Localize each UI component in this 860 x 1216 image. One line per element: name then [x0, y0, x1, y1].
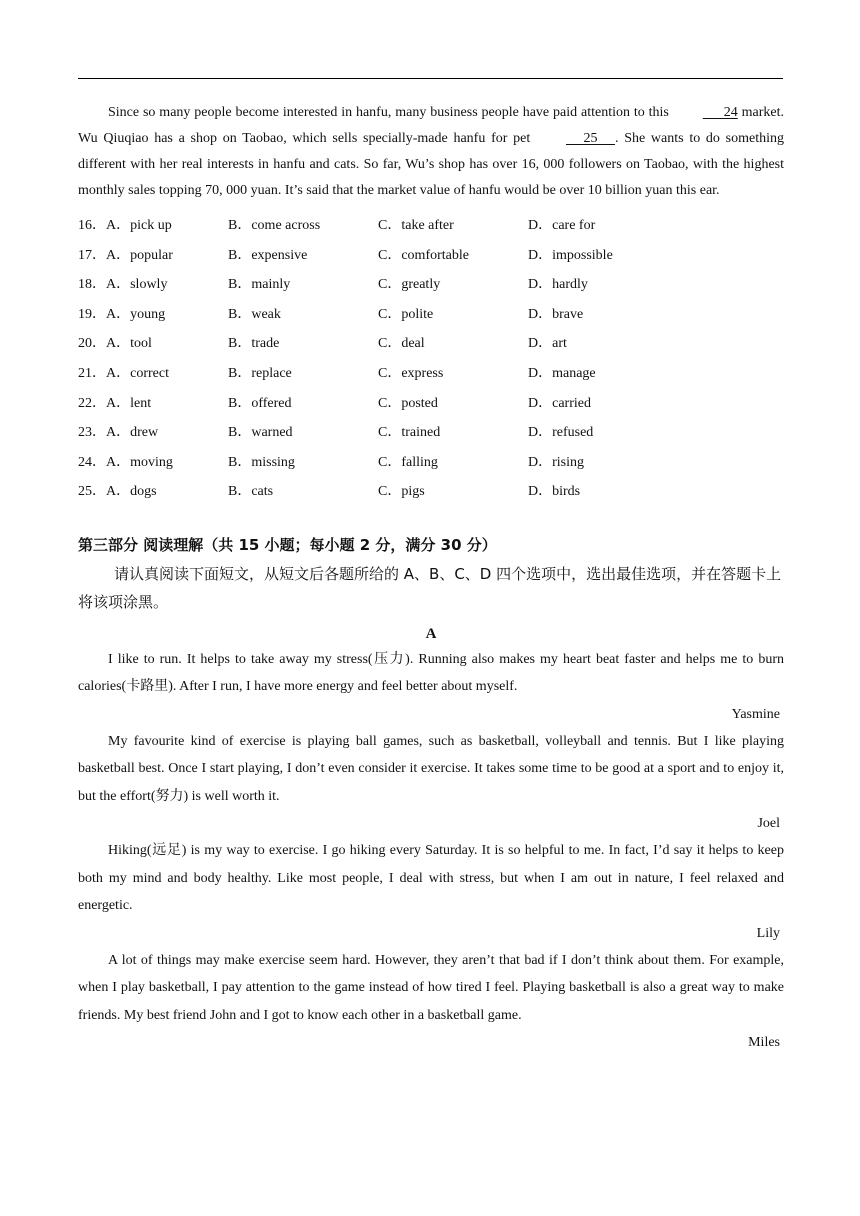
option-c: C．express — [378, 365, 444, 381]
option-d: D．refused — [528, 425, 594, 441]
option-b: B．come across — [228, 218, 321, 233]
question-row — [78, 297, 784, 327]
option-c: C．comfortable — [378, 247, 469, 263]
blank-24: 24 — [702, 105, 738, 120]
option-a: A．moving — [106, 454, 173, 470]
option-b: B．weak — [228, 306, 281, 322]
reading-paragraph: I like to run. It helps to take away my stress(压力). Running also makes my heart beat faster and helps me to burn calories(卡路里). After I run, I have more energy and feel better about myself. — [78, 651, 784, 695]
question-number: 20． — [78, 336, 106, 352]
option-d: D．impossible — [528, 247, 613, 263]
passage-label: A — [425, 625, 437, 642]
option-a: A．young — [106, 306, 166, 322]
passage-text: . She wants to do something different with her real interests in hanfu and cats. So far, Wu’s shop has over 16, 000 followers on Taobao, with the highest monthly sales topping 70, 000 yuan. It’s said that the market value of hanfu would be over 10 billion yuan this ear. — [78, 131, 784, 198]
option-b: B．expensive — [228, 247, 308, 263]
option-c: C．polite — [378, 306, 434, 322]
question-number: 22． — [78, 395, 106, 411]
author-name: Joel — [757, 816, 780, 832]
section-title: 第三部分 阅读理解（共 15 小题；每小题 2 分，满分 30 分） — [78, 535, 497, 554]
option-a: A．drew — [106, 425, 159, 441]
option-d: D．care for — [528, 218, 596, 233]
option-c: C．greatly — [378, 277, 441, 293]
option-a: A．tool — [106, 336, 152, 352]
option-b: B．missing — [228, 454, 295, 470]
option-b: B．cats — [228, 484, 274, 500]
option-a: A．dogs — [106, 484, 157, 500]
question-row — [78, 386, 784, 416]
option-c: C．take after — [378, 218, 454, 233]
author-name: Lily — [756, 925, 780, 941]
cloze-passage-ending — [78, 100, 784, 204]
question-row — [78, 267, 784, 297]
author-name: Yasmine — [731, 706, 780, 722]
reading-passage — [78, 646, 784, 1057]
option-a: A．pick up — [106, 218, 172, 233]
question-row — [78, 356, 784, 386]
option-d: D．art — [528, 336, 567, 352]
option-a: A．lent — [106, 395, 152, 411]
question-row — [78, 474, 784, 504]
question-row — [78, 415, 784, 445]
option-b: B．mainly — [228, 277, 291, 293]
question-number: 19． — [78, 306, 106, 322]
author-name: Miles — [748, 1035, 780, 1051]
question-number: 21． — [78, 365, 106, 381]
option-d: D．birds — [528, 484, 581, 500]
reading-paragraph: Hiking(远足) is my way to exercise. I go hiking every Saturday. It is so helpful to me. In fact, I’d say it helps to keep both my mind and body healthy. Like most people, I deal with stress, but when I am out in nature, I feel relaxed and energetic. — [78, 843, 784, 914]
option-c: C．deal — [378, 336, 425, 352]
option-b: B．replace — [228, 365, 292, 381]
reading-paragraph: My favourite kind of exercise is playing ball games, such as basketball, volleyball and tennis. But I like playing basketball best. Once I start playing, I don’t even consider it exercise. It takes some time to be good at a sport and to enjoy it, but the effort(努力) is well worth it. — [78, 733, 784, 804]
option-c: C．pigs — [378, 484, 425, 500]
question-number: 23． — [78, 425, 106, 441]
question-number: 17． — [78, 247, 106, 263]
option-b: B．warned — [228, 425, 293, 441]
question-number: 24． — [78, 454, 106, 470]
reading-paragraph: A lot of things may make exercise seem hard. However, they aren’t that bad if I don’t think about them. For example, when I play basketball, I pay attention to the game instead of how tired I feel. Playing basketball is also a great way to make friends. My best friend John and I got to know each other in a basketball game. — [78, 952, 784, 1023]
option-a: A．slowly — [106, 277, 168, 293]
question-row — [78, 445, 784, 475]
cloze-options-list — [78, 208, 784, 504]
option-a: A．correct — [106, 365, 169, 381]
option-d: D．manage — [528, 365, 596, 381]
passage-text: market. Wu Qiuqiao has a shop on Taobao, which sells specially-made hanfu for pet — [78, 105, 784, 146]
option-c: C．falling — [378, 454, 438, 470]
question-number: 18． — [78, 277, 106, 293]
question-number: 16． — [78, 218, 106, 233]
option-b: B．offered — [228, 395, 292, 411]
option-d: D．brave — [528, 306, 584, 322]
blank-25: 25 — [565, 131, 615, 146]
option-b: B．trade — [228, 336, 280, 352]
option-a: A．popular — [106, 247, 173, 263]
option-c: C．posted — [378, 395, 438, 411]
document-page — [78, 100, 784, 1056]
passage-text: Since so many people become interested in hanfu, many business people have paid attention to this — [108, 105, 673, 120]
option-d: D．rising — [528, 454, 584, 470]
question-row — [78, 238, 784, 268]
option-d: D．carried — [528, 395, 591, 411]
header-rule — [78, 78, 783, 79]
question-row — [78, 208, 784, 238]
question-number: 25． — [78, 484, 106, 500]
option-d: D．hardly — [528, 277, 588, 293]
question-row — [78, 326, 784, 356]
option-c: C．trained — [378, 425, 441, 441]
section-instruction: 请认真阅读下面短文，从短文后各题所给的 A、B、C、D 四个选项中，选出最佳选项，并在答题卡上将该项涂黑。 — [78, 564, 782, 611]
